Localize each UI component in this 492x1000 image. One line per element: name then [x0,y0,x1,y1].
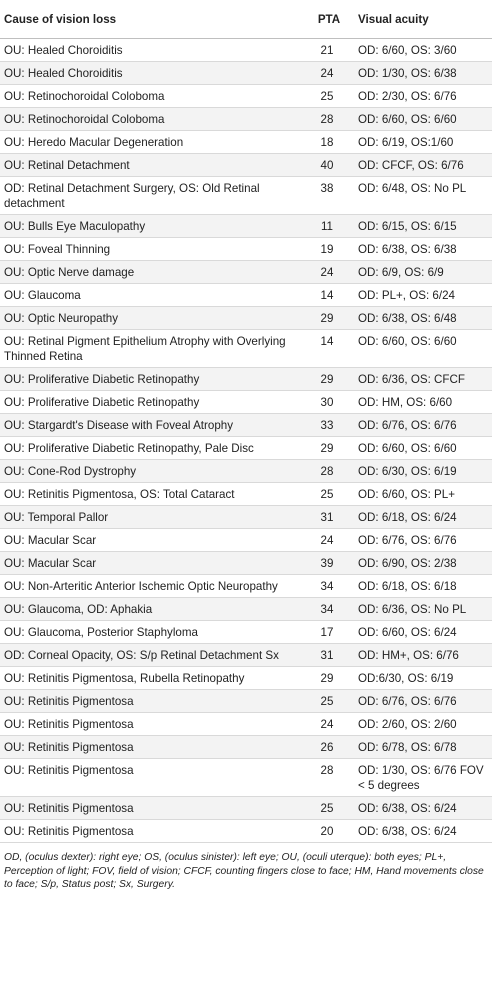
cell-cause: OU: Glaucoma, OD: Aphakia [0,598,300,621]
cell-cause: OU: Retinitis Pigmentosa [0,713,300,736]
cell-visual-acuity: OD: 1/30, OS: 6/76 FOV < 5 degrees [354,759,492,797]
cell-cause: OU: Temporal Pallor [0,506,300,529]
cell-pta: 24 [300,529,354,552]
cell-visual-acuity: OD: 6/60, OS: 6/60 [354,330,492,368]
cell-cause: OU: Healed Choroiditis [0,62,300,85]
cell-cause: OU: Retinal Pigment Epithelium Atrophy with Overlying Thinned Retina [0,330,300,368]
cell-visual-acuity: OD: 6/48, OS: No PL [354,177,492,215]
cell-cause: OU: Retinochoroidal Coloboma [0,108,300,131]
cell-cause: OD: Retinal Detachment Surgery, OS: Old Retinal detachment [0,177,300,215]
cell-visual-acuity: OD:6/30, OS: 6/19 [354,667,492,690]
cell-cause: OU: Healed Choroiditis [0,39,300,62]
table-row [0,215,492,238]
cell-visual-acuity: OD: 6/60, OS: PL+ [354,483,492,506]
table-row [0,437,492,460]
header-pta: PTA [300,0,354,39]
table-row [0,108,492,131]
table-row [0,483,492,506]
cell-pta: 29 [300,307,354,330]
cell-cause: OU: Retinal Detachment [0,154,300,177]
table-row [0,177,492,215]
table-row [0,261,492,284]
header-row [0,0,492,39]
cell-visual-acuity: OD: 6/36, OS: No PL [354,598,492,621]
cell-pta: 30 [300,391,354,414]
cell-pta: 11 [300,215,354,238]
cell-visual-acuity: OD: 6/15, OS: 6/15 [354,215,492,238]
table-row [0,391,492,414]
table-row [0,621,492,644]
cell-visual-acuity: OD: 2/60, OS: 2/60 [354,713,492,736]
cell-cause: OU: Retinochoroidal Coloboma [0,85,300,108]
cell-cause: OU: Stargardt's Disease with Foveal Atrophy [0,414,300,437]
cell-cause: OU: Macular Scar [0,529,300,552]
cell-cause: OU: Retinitis Pigmentosa, Rubella Retinopathy [0,667,300,690]
cell-visual-acuity: OD: 6/19, OS:1/60 [354,131,492,154]
cell-pta: 39 [300,552,354,575]
cell-cause: OU: Glaucoma [0,284,300,307]
cell-pta: 40 [300,154,354,177]
cell-pta: 18 [300,131,354,154]
cell-pta: 24 [300,261,354,284]
cell-visual-acuity: OD: 2/30, OS: 6/76 [354,85,492,108]
header-cause: Cause of vision loss [0,0,300,39]
cell-cause: OU: Retinitis Pigmentosa [0,797,300,820]
cell-pta: 24 [300,62,354,85]
cell-visual-acuity: OD: HM, OS: 6/60 [354,391,492,414]
table-row [0,797,492,820]
cell-cause: OU: Retinitis Pigmentosa, OS: Total Cataract [0,483,300,506]
cell-visual-acuity: OD: 6/60, OS: 6/60 [354,437,492,460]
cell-pta: 25 [300,483,354,506]
cell-cause: OU: Foveal Thinning [0,238,300,261]
cell-cause: OD: Corneal Opacity, OS: S/p Retinal Detachment Sx [0,644,300,667]
cell-visual-acuity: OD: 6/60, OS: 6/24 [354,621,492,644]
cell-cause: OU: Optic Nerve damage [0,261,300,284]
cell-pta: 29 [300,437,354,460]
cell-pta: 19 [300,238,354,261]
cell-pta: 31 [300,644,354,667]
cell-visual-acuity: OD: 6/38, OS: 6/24 [354,820,492,843]
cell-cause: OU: Glaucoma, Posterior Staphyloma [0,621,300,644]
table-footnote: OD, (oculus dexter): right eye; OS, (oculus sinister): left eye; OU, (oculi uterque): both eyes; PL+, Perception of light; FOV, field of vision; CFCF, counting fingers close to face; HM, Hand movements close to face; S/p, Status post; Sx, Surgery. [4,852,484,890]
cell-visual-acuity: OD: 6/38, OS: 6/48 [354,307,492,330]
table-row [0,552,492,575]
cell-pta: 34 [300,598,354,621]
cell-pta: 38 [300,177,354,215]
table-row [0,529,492,552]
cell-visual-acuity: OD: 6/90, OS: 2/38 [354,552,492,575]
cell-pta: 24 [300,713,354,736]
cell-cause: OU: Heredo Macular Degeneration [0,131,300,154]
cell-pta: 29 [300,368,354,391]
table-row [0,154,492,177]
table-row [0,736,492,759]
cell-visual-acuity: OD: 6/18, OS: 6/24 [354,506,492,529]
cell-pta: 34 [300,575,354,598]
table-row [0,506,492,529]
cell-cause: OU: Proliferative Diabetic Retinopathy [0,368,300,391]
cell-cause: OU: Proliferative Diabetic Retinopathy [0,391,300,414]
cell-visual-acuity: OD: PL+, OS: 6/24 [354,284,492,307]
cell-pta: 20 [300,820,354,843]
cell-cause: OU: Macular Scar [0,552,300,575]
cell-pta: 14 [300,330,354,368]
cell-visual-acuity: OD: 6/36, OS: CFCF [354,368,492,391]
table-row [0,644,492,667]
cell-visual-acuity: OD: 6/78, OS: 6/78 [354,736,492,759]
table-row [0,131,492,154]
cell-pta: 17 [300,621,354,644]
table-row [0,39,492,62]
cell-pta: 14 [300,284,354,307]
table-row [0,460,492,483]
cell-pta: 33 [300,414,354,437]
header-visual-acuity: Visual acuity [354,0,492,39]
cell-visual-acuity: OD: 6/18, OS: 6/18 [354,575,492,598]
cell-cause: OU: Non-Arteritic Anterior Ischemic Optic Neuropathy [0,575,300,598]
cell-cause: OU: Retinitis Pigmentosa [0,820,300,843]
table-header [0,0,492,39]
cell-pta: 28 [300,460,354,483]
table-row [0,238,492,261]
cell-pta: 25 [300,797,354,820]
cell-visual-acuity: OD: 6/60, OS: 6/60 [354,108,492,131]
cell-visual-acuity: OD: 6/76, OS: 6/76 [354,414,492,437]
cell-visual-acuity: OD: CFCF, OS: 6/76 [354,154,492,177]
table-row [0,667,492,690]
cell-visual-acuity: OD: 6/76, OS: 6/76 [354,529,492,552]
cell-visual-acuity: OD: 6/9, OS: 6/9 [354,261,492,284]
table-row [0,85,492,108]
table-row [0,307,492,330]
table-row [0,575,492,598]
cell-visual-acuity: OD: HM+, OS: 6/76 [354,644,492,667]
cell-visual-acuity: OD: 6/30, OS: 6/19 [354,460,492,483]
cell-visual-acuity: OD: 6/38, OS: 6/24 [354,797,492,820]
table-row [0,820,492,843]
table-row [0,713,492,736]
table-row [0,330,492,368]
table-row [0,598,492,621]
cell-cause: OU: Optic Neuropathy [0,307,300,330]
cell-pta: 28 [300,759,354,797]
cell-visual-acuity: OD: 6/60, OS: 3/60 [354,39,492,62]
table-row [0,368,492,391]
cell-pta: 26 [300,736,354,759]
cell-pta: 29 [300,667,354,690]
cell-visual-acuity: OD: 1/30, OS: 6/38 [354,62,492,85]
table-body [0,39,492,843]
cell-cause: OU: Retinitis Pigmentosa [0,736,300,759]
table-row [0,62,492,85]
cell-visual-acuity: OD: 6/76, OS: 6/76 [354,690,492,713]
cell-cause: OU: Cone-Rod Dystrophy [0,460,300,483]
table-row [0,284,492,307]
table-row [0,759,492,797]
cell-cause: OU: Bulls Eye Maculopathy [0,215,300,238]
cell-pta: 25 [300,85,354,108]
cell-cause: OU: Retinitis Pigmentosa [0,690,300,713]
table-row [0,414,492,437]
cell-visual-acuity: OD: 6/38, OS: 6/38 [354,238,492,261]
cell-pta: 28 [300,108,354,131]
table-row [0,690,492,713]
cell-cause: OU: Retinitis Pigmentosa [0,759,300,797]
cell-pta: 21 [300,39,354,62]
cell-pta: 31 [300,506,354,529]
cell-pta: 25 [300,690,354,713]
cell-cause: OU: Proliferative Diabetic Retinopathy, Pale Disc [0,437,300,460]
